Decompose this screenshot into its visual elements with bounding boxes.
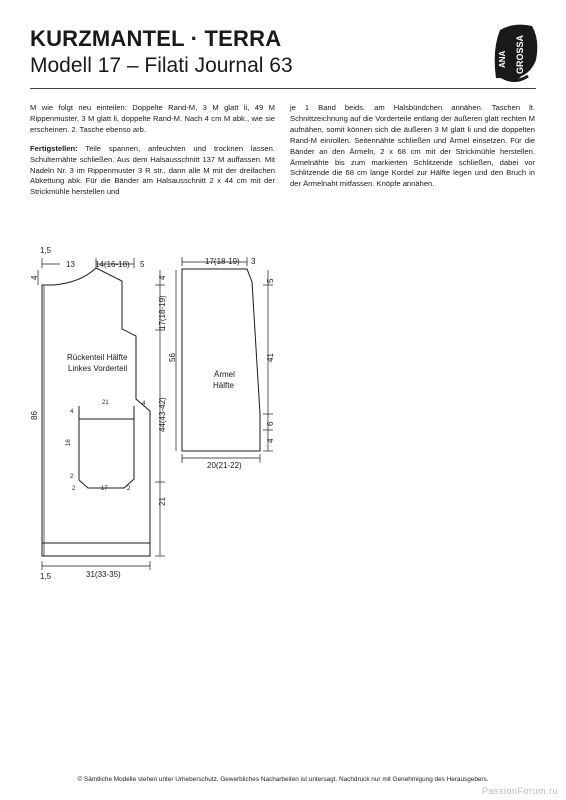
paragraph: je 1 Band beids. am Halsbündchen annähen. Taschen lt. Schnittzeichnung auf die Vorderteile entlang der äußeren glatt rechten M aufnähen, somit können sich die äußeren 3 M glatt li und die doppelten Rand-M einrollen. Seitennähte schließen und Ärmel einsetzen. Für die Bänder an den Ärmeln, 2 x 68 cm mit der Strickmühle herstellen. Ärmelnähte bis zum markierten Schlitzende schließen, dabei vor Schlitzende die 68 cm lange Kordel zur Hälfte legen und den Bruch in der Ärmelnaht mitfassen. Knöpfe annähen. xyxy=(290,103,535,189)
copyright-notice: © Sämtliche Modelle stehen unter Urheberschutz. Gewerbliches Nacharbeiten ist untersagt. Nachdruck nur mit Genehmigung des Herausgebers. xyxy=(77,776,489,783)
dim-label: 2 xyxy=(72,486,76,492)
dim-label: 5 xyxy=(266,278,275,283)
dim-label: 86 xyxy=(30,411,39,420)
dim-label: 6 xyxy=(266,421,275,426)
dim-label: 4 xyxy=(30,275,39,280)
dim-label: 20(21-22) xyxy=(207,461,242,470)
paragraph-text: Teile spannen, anfeuchten und trocknen lassen. Schulternähte schließen. Aus dem Halsausschnitt 137 M auffassen. Mit Nadeln Nr. 3 im Rippenmuster 3 R str., dann alle M mit der dreifachen Abkettung abk. Für die Bänder am Halsausschnitt 2 x 44 cm mit der Strickmühle herstellen und xyxy=(30,143,275,197)
dim-label: 14(16-18) xyxy=(95,260,130,269)
piece-label: Linkes Vorderteil xyxy=(68,364,128,373)
dim-label: 16 xyxy=(66,439,72,446)
pocket-outline xyxy=(79,406,134,488)
paragraph: M wie folgt neu einteilen: Doppelte Rand-M, 3 M glatt li, 49 M Rippenmuster, 3 M glatt li, doppelte Rand-M. Nach 4 cm M abk., wie sie erscheinen. 2. Tasche ebenso arb. xyxy=(30,103,275,134)
dim-label: 56 xyxy=(168,353,177,362)
dim-label: 2 xyxy=(127,486,131,492)
dim-label: 21 xyxy=(158,497,167,506)
page-title: KURZMANTEL · TERRA xyxy=(30,26,282,51)
dim-label: 31(33-35) xyxy=(86,570,121,579)
svg-text:ANA: ANA xyxy=(498,50,507,68)
section-label: Fertigstellen: xyxy=(30,143,78,153)
dim-label: 4 xyxy=(70,409,74,415)
dim-label: 3 xyxy=(251,257,256,266)
dim-label: 1,5 xyxy=(40,572,52,581)
dim-label: 1,5 xyxy=(40,246,52,255)
dim-label: 44(43-42) xyxy=(158,397,167,432)
piece-label: Hälfte xyxy=(213,381,234,390)
dim-label: 4 xyxy=(158,275,167,280)
piece-label: Rückenteil Hälfte xyxy=(67,353,128,362)
dim-label: 4 xyxy=(266,438,275,443)
dim-label: 17 xyxy=(101,486,108,492)
dim-label: 41 xyxy=(266,353,275,362)
watermark: PassionForum.ru xyxy=(481,786,558,796)
dim-label: 4 xyxy=(142,401,146,407)
dim-label: 5 xyxy=(140,260,145,269)
svg-text:GROSSA: GROSSA xyxy=(515,34,525,74)
page-subtitle: Modell 17 – Filati Journal 63 xyxy=(30,54,293,77)
dim-label: 2 xyxy=(70,474,74,480)
dim-label: 13 xyxy=(66,260,75,269)
dim-label: 17(18-19) xyxy=(158,295,167,330)
dim-label: 17(18-19) xyxy=(205,257,240,266)
sleeve-outline xyxy=(182,269,260,451)
piece-label: Ärmel xyxy=(214,370,235,379)
dim-label: 21 xyxy=(102,400,109,406)
